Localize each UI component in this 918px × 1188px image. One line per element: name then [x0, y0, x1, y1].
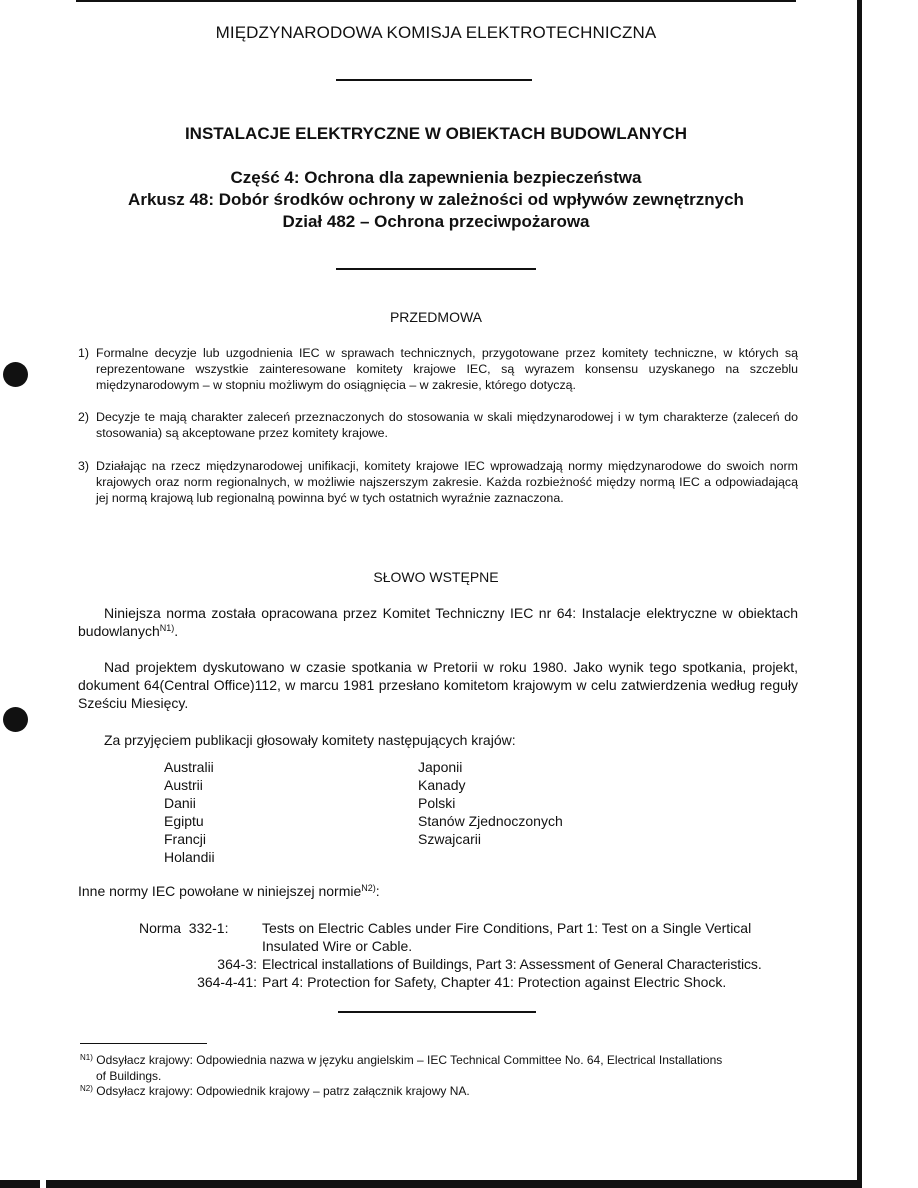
- country-item: Kanady: [418, 777, 466, 793]
- preface-paragraph-1-end: .: [174, 623, 179, 639]
- foreword-item-1: [78, 345, 798, 393]
- organization-name: MIĘDZYNARODOWA KOMISJA ELEKTROTECHNICZNA: [215, 23, 657, 42]
- norm-label: 364-3:: [217, 956, 257, 972]
- footnote-n2: [80, 1084, 800, 1099]
- country-item: Australii: [164, 759, 214, 775]
- country-item: Holandii: [164, 849, 215, 865]
- preface-heading: SŁOWO WSTĘPNE: [373, 569, 499, 585]
- country-item: Japonii: [418, 759, 463, 775]
- footnote-separator: [80, 1043, 207, 1044]
- footnote-ref-n1: N1): [159, 623, 175, 633]
- countries-right-column: [418, 758, 563, 848]
- country-item: Austrii: [164, 777, 203, 793]
- preface-paragraph-2: Nad projektem dyskutowano w czasie spotkania w Pretorii w roku 1980. Jako wynik tego spotkania, projekt, dokument 64(Central Office)112, w marcu 1981 przesłano komitetom krajowym w celu zatwierdzenia według reguły Sześciu Miesięcy.: [78, 659, 798, 711]
- footnote-ref-n2: N2): [361, 883, 376, 893]
- country-item: Francji: [164, 831, 207, 847]
- country-item: Egiptu: [164, 813, 204, 829]
- footnote-n1: [80, 1053, 800, 1068]
- document-subtitles: [76, 167, 796, 233]
- country-item: Szwajcarii: [418, 831, 482, 847]
- country-item: Polski: [418, 795, 456, 811]
- part-title: Część 4: Ochrona dla zapewnienia bezpieczeństwa: [230, 168, 642, 187]
- preface-paragraph-1-text: Niniejsza norma została opracowana przez Komitet Techniczny IEC nr 64: Instalacje elektryczne w obiektach budowlanych: [78, 605, 798, 639]
- footnote-marker: N2): [80, 1084, 93, 1093]
- foreword-item-text: Formalne decyzje lub uzgodnienia IEC w sprawach technicznych, przygotowane przez komitety techniczne, w których są reprezentowane wszystkie zainteresowane komitety krajowe IEC, są wyrazem konsensu uzyskanego na szczeblu międzynarodowym – w stopniu możliwym do osiągnięcia – w zakresie, którego dotyczą.: [96, 346, 798, 392]
- footnote-n1-continuation: of Buildings.: [96, 1069, 162, 1083]
- bottom-border-bar: [0, 1180, 862, 1188]
- footnote-text: Odsyłacz krajowy: Odpowiednia nazwa w języku angielskim – IEC Technical Committee No. 64, Electrical Installations: [96, 1053, 723, 1067]
- norm-label: Norma 332-1:: [139, 920, 229, 936]
- header-rule-2: [336, 268, 536, 270]
- other-norms-text: Inne normy IEC powołane w niniejszej normie: [78, 883, 362, 899]
- binder-hole-bottom: [3, 707, 28, 732]
- right-border-bar: [857, 0, 862, 1188]
- other-norms-intro: [78, 882, 798, 900]
- other-norms-colon: :: [375, 883, 380, 899]
- preface-paragraph-1: [78, 604, 798, 640]
- sheet-title: Arkusz 48: Dobór środków ochrony w zależności od wpływów zewnętrznych: [128, 190, 744, 209]
- footnote-marker: N1): [80, 1053, 93, 1062]
- section-end-rule: [338, 1011, 536, 1013]
- norm-description: Electrical installations of Buildings, Part 3: Assessment of General Characteristics.: [262, 956, 762, 972]
- preface-paragraph-3: Za przyjęciem publikacji głosowały komitety następujących krajów:: [104, 732, 516, 748]
- norm-description: Tests on Electric Cables under Fire Conditions, Part 1: Test on a Single Vertical Insulated Wire or Cable.: [262, 920, 752, 954]
- foreword-item-text: Decyzje te mają charakter zaleceń przeznaczonych do stosowania w skali międzynarodowej i w tym charakterze (zaleceń do stosowania) są akceptowane przez komitety krajowe.: [96, 410, 798, 440]
- document-title: INSTALACJE ELEKTRYCZNE W OBIEKTACH BUDOWLANYCH: [184, 124, 688, 143]
- foreword-item-number: 2): [78, 410, 90, 424]
- top-border-line: [76, 0, 796, 2]
- binder-hole-top: [3, 362, 28, 387]
- foreword-heading: PRZEDMOWA: [389, 309, 483, 325]
- footnote-text: Odsyłacz krajowy: Odpowiednik krajowy – patrz załącznik krajowy NA.: [96, 1084, 470, 1098]
- country-item: Danii: [164, 795, 196, 811]
- norm-label: 364-4-41:: [197, 974, 257, 990]
- bottom-border-gap: [40, 1180, 46, 1188]
- foreword-item-text: Działając na rzecz międzynarodowej unifikacji, komitety krajowe IEC wprowadzają normy międzynarodowe do swoich norm krajowych oraz norm regionalnych, w możliwie najszerszym zakresie. Każda rozbieżność między normą IEC a odpowiadającą jej normą krajową lub regionalną powinna być w tych ostatnich wyraźnie zaznaczona.: [96, 459, 798, 505]
- foreword-item-number: 1): [78, 346, 90, 360]
- norm-description: Part 4: Protection for Safety, Chapter 41: Protection against Electric Shock.: [262, 974, 727, 990]
- countries-left-column: [164, 758, 215, 866]
- header-rule-1: [336, 79, 532, 81]
- country-item: Stanów Zjednoczonych: [418, 813, 563, 829]
- division-title: Dział 482 – Ochrona przeciwpożarowa: [282, 212, 590, 231]
- foreword-item-3: [78, 458, 798, 506]
- foreword-item-2: [78, 409, 798, 441]
- foreword-item-number: 3): [78, 459, 90, 473]
